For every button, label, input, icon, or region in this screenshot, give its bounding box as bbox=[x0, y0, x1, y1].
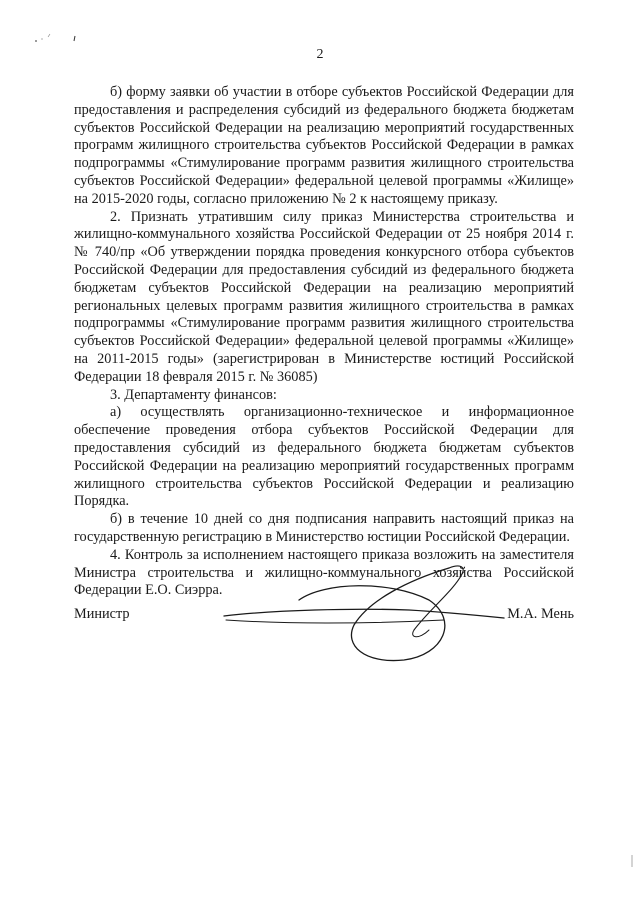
handwritten-signature-icon bbox=[204, 560, 514, 665]
signer-name: М.А. Мень bbox=[507, 606, 574, 622]
document-body bbox=[74, 84, 574, 600]
paragraph-form-application: б) форму заявки об участии в отборе субъектов Российской Федерации для предоставления и распределения субсидий из федерального бюджета бюджетам субъектов Российской Федерации на реализацию мероприятий государственных программ жилищного строительства субъектов Российской Федерации в рамках подпрограммы «Стимулирование программ развития жилищного строительства субъектов Российской Федерации» федеральной целевой программы «Жилище» на 2015-2020 годы, согласно приложению № 2 к настоящему приказу. bbox=[74, 84, 574, 207]
paragraph-item-2-repeal: 2. Признать утратившим силу приказ Министерства строительства и жилищно-коммунального хозяйства Российской Федерации от 25 ноября 2014 г. № 740/пр «Об утверждении порядка проведения конкурсного отбора субъектов Российской Федерации для предоставления субсидий из федерального бюджета бюджетам субъектов Российской Федерации на реализацию мероприятий региональных целевых программ развития жилищного строительства в рамках подпрограммы «Стимулирование программ развития жилищного строительства субъектов Российской Федерации» федеральной целевой программы «Жилище» на 2011-2015 годы» (зарегистрирован в Министерстве юстиций Российской Федерации 18 февраля 2015 г. № 36085) bbox=[74, 208, 574, 385]
scan-edge-mark bbox=[630, 855, 634, 867]
paragraph-item-3-finance-dept: 3. Департаменту финансов: bbox=[110, 386, 277, 403]
signature-block bbox=[74, 560, 574, 670]
page-number: 2 bbox=[316, 47, 324, 62]
paragraph-item-4-control: 4. Контроль за исполнением настоящего приказа возложить на заместителя Министра строительства и жилищно-коммунального хозяйства Российской Федерации Е.О. Сиэрра. bbox=[74, 546, 574, 599]
signer-position: Министр bbox=[74, 606, 130, 622]
paragraph-item-3a: а) осуществлять организационно-техническое и информационное обеспечение проведения отбора субъектов Российской Федерации для предоставления субсидий из федерального бюджета бюджетам субъектов Российской Федерации на реализацию мероприятий государственных программ жилищного строительства субъектов Российской Федерации и реализацию Порядка. bbox=[74, 404, 574, 510]
paragraph-item-3b: б) в течение 10 дней со дня подписания направить настоящий приказ на государственную регистрацию в Министерство юстиции Российской Федерации. bbox=[74, 511, 574, 545]
scan-artifact-marks bbox=[30, 28, 90, 48]
